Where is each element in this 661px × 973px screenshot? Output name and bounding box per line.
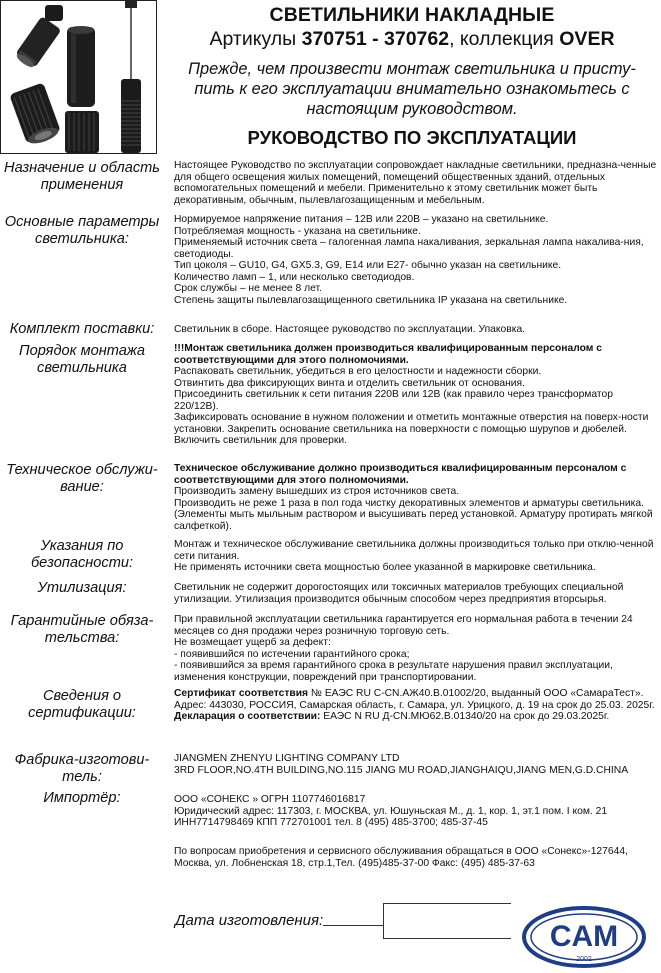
warranty-text: [174, 614, 658, 683]
install-text: [174, 343, 658, 447]
collection-prefix: , коллекция: [449, 28, 560, 50]
factory-label: Фабрика-изготови-тель:: [14, 752, 150, 785]
params-text: [174, 214, 658, 306]
cam-logo: [521, 906, 647, 968]
logo-text: CAM: [549, 920, 619, 953]
decl-details: ЕАЭС N RU Д-CN.МЮ62.В.01340/20 на срок до 29.03.2025г.: [320, 711, 610, 722]
service-contact: [174, 846, 658, 869]
warranty-line: - появившийся за время гарантийного срока в результате нарушения правил эксплуатации, изменения конструкции, повреждений при транспортировании.: [174, 660, 613, 683]
kit-paragraph: Светильник в сборе. Настоящее руководство по эксплуатации. Упаковка.: [174, 324, 526, 335]
manufacture-date-box: [383, 903, 511, 939]
manufacture-date-label: Дата изготовления:: [175, 912, 324, 929]
maintenance-line: Производить замену вышедших из строя источников света.: [174, 486, 460, 497]
spotlight-fixture-icon: [13, 5, 63, 70]
cert-label: Сведения о сертификации:: [28, 688, 136, 721]
disposal-text: [174, 582, 658, 605]
install-label: Порядок монтажа светильника: [19, 343, 145, 376]
disposal-label: Утилизация:: [37, 580, 127, 596]
warranty-line: Не возмещает ущерб за дефект:: [174, 637, 331, 648]
ribbed-cylinder-fixture-icon: [65, 111, 99, 153]
importer-line: ООО «СОНЕКС » ОГРН 1107746016817: [174, 794, 366, 805]
maintenance-text: [174, 463, 658, 532]
params-line: Количество ламп – 1, или несколько светодиодов.: [174, 271, 415, 283]
date-underline: [323, 925, 383, 926]
safety-label: Указания по безопасности:: [30, 538, 134, 571]
warranty-label: Гарантийные обяза-тельства:: [10, 613, 154, 646]
fixtures-illustration: [1, 1, 157, 154]
cert-text: [174, 688, 658, 723]
cam-logo-icon: [521, 906, 647, 968]
maintenance-label: Техническое обслужи-вание:: [6, 462, 158, 495]
safety-line: Не применять источники света мощностью более указанной в маркировке светильника.: [174, 562, 596, 573]
install-warning: !!!Монтаж светильника должен производиться квалифицированным персоналом с соответствующими для этого полномочиями.: [174, 343, 602, 366]
params-line: Срок службы – не менее 8 лет.: [174, 283, 322, 294]
warranty-line: При правильной эксплуатации светильника гарантируется его нормальная работа в течении 24 месяцев со дня продажи через розничную торговую сеть.: [174, 614, 633, 637]
kit-text: [174, 324, 658, 336]
params-line: Потребляемая мощность - указана на светильнике.: [174, 225, 421, 237]
articles-prefix: Артикулы: [209, 28, 302, 50]
params-line: Нормируемое напряжение питания – 12В или 220В – указано на светильнике.: [174, 214, 549, 225]
articles-range: 370751 - 370762: [301, 28, 450, 50]
params-line: Степень защиты пылевлагозащищенного светильника IP указана на светильнике.: [174, 294, 568, 306]
pendant-fixture-icon: [121, 1, 141, 153]
importer-line: Юридический адрес: 117303, г. МОСКВА, ул. Юшуньская М., д. 1, кор. 1, эт.1 пом. I ком. 21: [174, 805, 608, 817]
safety-text: [174, 539, 658, 574]
product-photo: [0, 0, 157, 154]
maintenance-warning: Техническое обслуживание должно производиться квалифицированным персоналом с соответствующими для этого полномочиями.: [174, 463, 627, 486]
articles-line: [165, 28, 659, 51]
service-contact-text: По вопросам приобретения и сервисного обслуживания обращаться в ООО «Сонекс»-127644, Москва, ул. Лобненская 18, стр.1,Тел. (495)485-37-00 Факс: (495) 485-37-63: [174, 846, 628, 869]
collection-name: OVER: [559, 28, 615, 50]
ribbed-fixture-icon: [9, 82, 62, 147]
purpose-label: Назначение и область применения: [4, 160, 160, 193]
cert-details: № ЕАЭС RU C-CN.АЖ40.В.01002/20, выданный ООО «СамараТест». Адрес: 443030, РОССИЯ, Самарская область, г. Самара, ул. Урицкого, д. 19 на срок до 25.03. 2025г.: [174, 688, 655, 711]
disposal-paragraph: Светильник не содержит дорогостоящих или токсичных материалов требующих специальной утилизации. Утилизация производится обычным способом через предприятия вторсырья.: [174, 582, 624, 605]
purpose-paragraph: Настоящее Руководство по эксплуатации сопровождает накладные светильники, предназна-ченные для общего освещения жилых помещений, помещений общественных зданий, отдельных вспомогательных помещений и мебели. Применительно к этому светильник может быть декоративным, обычным, пылевлагозащищенным и мебельным.: [174, 160, 657, 206]
cylinder-fixture-icon: [67, 26, 95, 107]
cert-title: Сертификат соответствия: [174, 688, 309, 699]
purpose-text: [174, 160, 658, 206]
warranty-line: - появившийся по истечении гарантийного срока;: [174, 648, 410, 660]
install-line: Отвинтить два фиксирующих винта и отделить светильник от основания.: [174, 377, 525, 389]
decl-title: Декларация о соответствии:: [174, 711, 321, 722]
logo-year: 2002: [576, 956, 592, 963]
install-line: Включить светильник для проверки.: [174, 435, 347, 446]
kit-label: Комплект поставки:: [9, 321, 155, 337]
params-line: Применяемый источник света – галогенная лампа накаливания, зеркальная лампа накалива-ния, светодиоды.: [174, 237, 644, 260]
importer-label: Импортёр:: [43, 790, 121, 806]
warning-text: Прежде, чем произвести монтаж светильника и присту-пить к его эксплуатации внимательно ознакомьтесь с настоящим руководством.: [188, 60, 636, 118]
maintenance-line: Производить не реже 1 раза в пол года чистку декоративных элементов и арматуры светильника. (Элементы мыть мыльным раствором и высушивать перед установкой. Арматуру протирать мягкой салфеткой).: [174, 497, 653, 532]
safety-line: Монтаж и техническое обслуживание светильника должны производиться только при отклю-ченной сети питания.: [174, 539, 654, 562]
document-title: СВЕТИЛЬНИКИ НАКЛАДНЫЕ: [269, 4, 555, 26]
install-line: Присоединить светильник к сети питания 220В или 12В (как правило через трансформатор 220/12В).: [174, 389, 613, 412]
importer-text: [174, 794, 658, 829]
install-line: Зафиксировать основание в нужном положении и отметить монтажные отверстия на поверх-ности установки. Закрепить основание светильника на поверхности с помощью шурупов и дюбелей.: [174, 412, 649, 435]
factory-name: JIANGMEN ZHENYU LIGHTING COMPANY LTD: [174, 753, 400, 764]
importer-line: ИНН7714798469 КПП 772701001 тел. 8 (495) 485-3700; 485-37-45: [174, 817, 488, 828]
manual-title: РУКОВОДСТВО ПО ЭКСПЛУАТАЦИИ: [247, 127, 577, 148]
install-line: Распаковать светильник, убедиться в его целостности и надежности сборки.: [174, 366, 542, 377]
factory-text: [174, 753, 658, 776]
params-line: Тип цоколя – GU10, G4, GX5.3, G9, E14 или E27- обычно указан на светильнике.: [174, 260, 562, 271]
params-label: Основные параметры светильника:: [4, 214, 160, 247]
factory-address: 3RD FLOOR,NO.4TH BUILDING,NO.115 JIANG MU ROAD,JIANGHAIQU,JIANG MEN,G.D.CHINA: [174, 764, 629, 776]
